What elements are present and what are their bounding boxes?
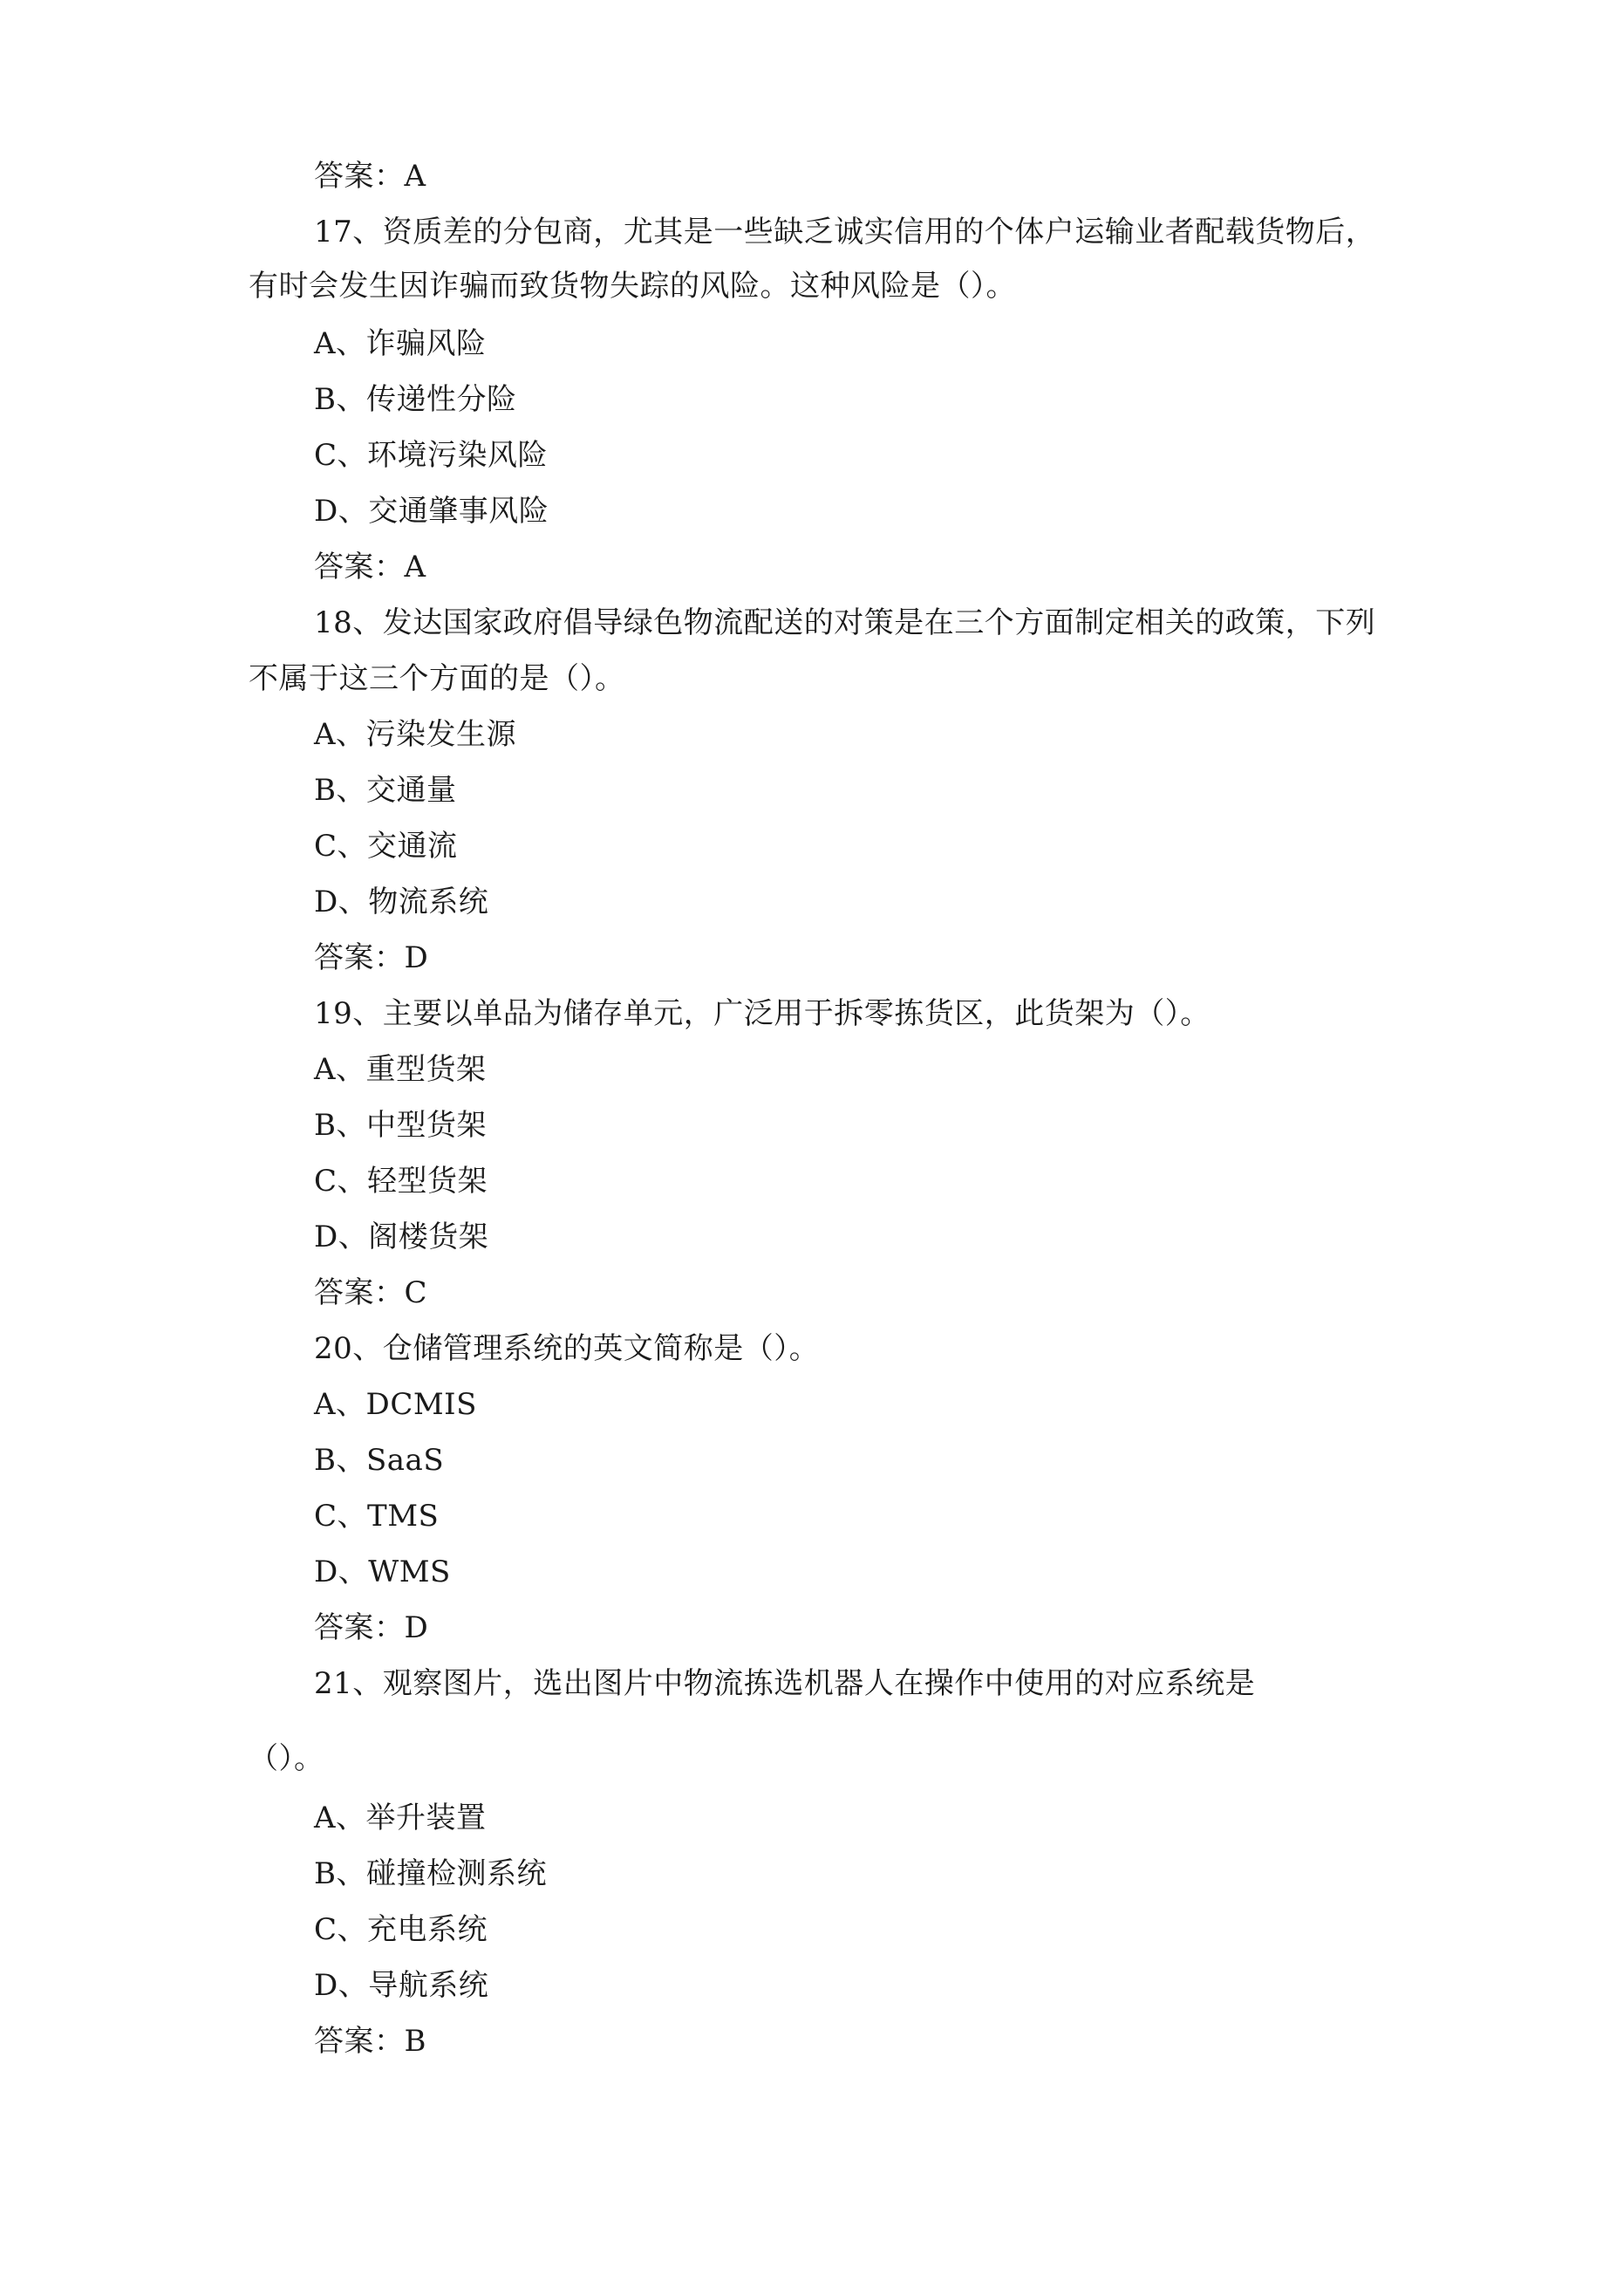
- option-line: A、DCMIS: [314, 1387, 477, 1422]
- option-line: D、阁楼货架: [314, 1220, 489, 1254]
- question-21-line-1: 21、观察图片，选出图片中物流拣选机器人在操作中使用的对应系统是: [314, 1666, 1256, 1701]
- option-line: C、交通流: [314, 829, 458, 864]
- question-17-line-1: 17、资质差的分包商，尤其是一些缺乏诚实信用的个体户运输业者配载货物后，: [314, 215, 1376, 249]
- option-line: A、诈骗风险: [314, 326, 487, 361]
- option-line: C、充电系统: [314, 1912, 488, 1947]
- answer-line: 答案：B: [314, 2024, 426, 2059]
- answer-line: 答案：A: [314, 550, 426, 584]
- option-line: D、导航系统: [314, 1968, 489, 2003]
- option-line: D、WMS: [314, 1555, 451, 1589]
- question-18-line-1: 18、发达国家政府倡导绿色物流配送的对策是在三个方面制定相关的政策，下列: [314, 605, 1376, 640]
- option-line: A、重型货架: [314, 1052, 487, 1087]
- question-18-line-2: 不属于这三个方面的是（）。: [249, 661, 625, 696]
- answer-line: 答案：D: [314, 940, 429, 975]
- answer-line: 答案：A: [314, 159, 426, 194]
- option-line: B、传递性分险: [314, 382, 517, 417]
- answer-line: 答案：D: [314, 1610, 429, 1645]
- option-line: B、碰撞检测系统: [314, 1856, 547, 1891]
- option-line: C、TMS: [314, 1499, 440, 1534]
- question-17-line-2: 有时会发生因诈骗而致货物失踪的风险。这种风险是（）。: [249, 269, 1016, 304]
- option-line: C、轻型货架: [314, 1164, 488, 1199]
- answer-line: 答案：C: [314, 1275, 428, 1310]
- option-line: B、中型货架: [314, 1108, 487, 1143]
- question-21-line-2: （）。: [249, 1741, 324, 1776]
- option-line: C、环境污染风险: [314, 438, 549, 473]
- option-line: A、污染发生源: [314, 717, 517, 752]
- option-line: B、SaaS: [314, 1443, 445, 1478]
- question-19-line-1: 19、主要以单品为储存单元，广泛用于拆零拣货区，此货架为（）。: [314, 996, 1210, 1031]
- option-line: D、物流系统: [314, 885, 489, 919]
- option-line: A、举升装置: [314, 1801, 487, 1835]
- option-line: B、交通量: [314, 773, 457, 808]
- question-20-line-1: 20、仓储管理系统的英文简称是（）。: [314, 1331, 820, 1366]
- option-line: D、交通肇事风险: [314, 494, 549, 529]
